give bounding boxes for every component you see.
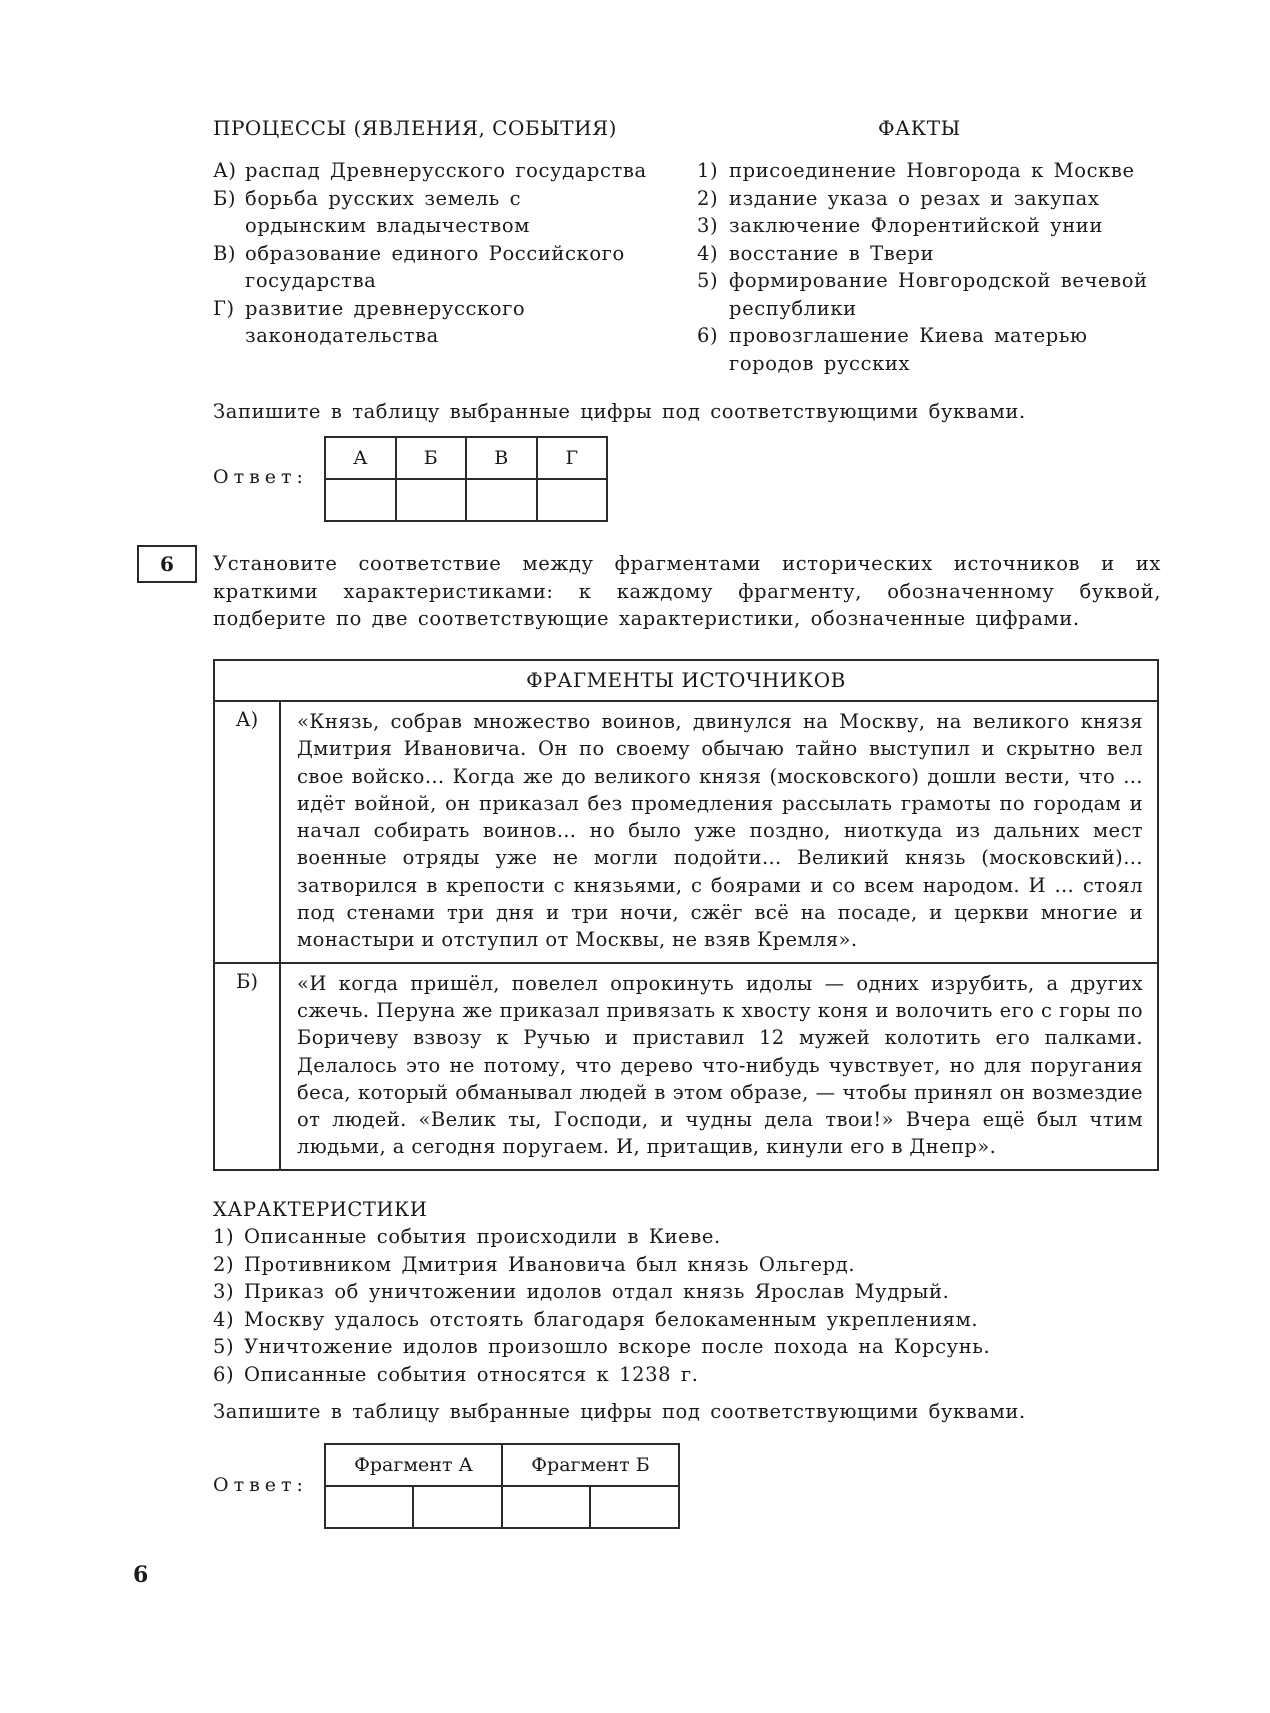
source-text: «И когда пришёл, повелел опрокинуть идолы — одних изрубить, а других сжечь. Перуна же приказал привязать к хвосту коня и волочить его с горы по Боричеву взвозу к Ручью и приставил 12 мужей колотить его палками. Делалось это не потому, что дерево что-нибудь чувствует, но для поругания беса, который обманывал людей в этом образе, — чтобы принял он возмездие от людей. «Велик ты, Господи, и чудны дела твои!» Вчера ещё был чтим людьми, а сегодня поругаем. И, притащив, кинули его в Днепр». xyxy=(297,971,1143,1159)
source-row xyxy=(215,702,1157,962)
source-text: «Князь, собрав множество воинов, двинулся на Москву, на великого князя Дмитрия Ивановича. Он по своему обычаю тайно выступил и скрытно вел свое войско… Когда же до великого князя (московского) дошли вести, что … идёт войной, он приказал без промедления рассылать грамоты по городам и начал собирать воинов… но было уже поздно, ниоткуда из дальних мест военные отряды уже не могли подойти… Великий князь (московский)… затворился в крепости с князьями, с боярами и со всем народом. И … стоял под стенами три дня и три ночи, сжёг всё на посаде, и церкви многие и монастыри и отступил от Москвы, не взяв Кремля». xyxy=(297,710,1143,952)
fact-item: 6) провозглашение Киева матерью городов русских xyxy=(697,324,1088,375)
sources-header: ФРАГМЕНТЫ ИСТОЧНИКОВ xyxy=(215,661,1157,702)
processes-list xyxy=(213,157,663,350)
characteristic-item: 2) Противником Дмитрия Ивановича был князь Ольгерд. xyxy=(213,1252,856,1276)
answer-cell[interactable] xyxy=(466,479,537,521)
task6-answer-table xyxy=(324,1443,680,1529)
facts-list xyxy=(697,157,1167,377)
task6-prompt: Установите соответствие между фрагментами исторических источников и их краткими характеристиками: к каждому фрагменту, обозначенному буквой, подберите по две соответствующие характеристики, обозначенные цифрами. xyxy=(213,552,1161,630)
fact-item: 3) заключение Флорентийской унии xyxy=(697,214,1103,237)
answer-cell[interactable] xyxy=(537,479,607,521)
answer-cell[interactable] xyxy=(590,1486,679,1528)
characteristic-item: 1) Описанные события происходили в Киеве. xyxy=(213,1225,721,1248)
source-label: А) xyxy=(215,702,281,962)
process-item: В) образование единого Российского государства xyxy=(213,241,625,292)
answer-column-header: Г xyxy=(537,437,607,479)
process-item: А) распад Древнерусского государства xyxy=(213,159,647,182)
task6-answer-label: Ответ: xyxy=(213,1474,308,1496)
characteristic-item: 4) Москву удалось отстоять благодаря белокаменным укреплениям. xyxy=(213,1307,979,1331)
process-item: Б) борьба русских земель с ордынским владычеством xyxy=(213,186,530,237)
answer-cell[interactable] xyxy=(502,1486,590,1528)
question-number: 6 xyxy=(137,545,197,583)
characteristic-item: 3) Приказ об уничтожении идолов отдал князь Ярослав Мудрый. xyxy=(213,1280,950,1303)
answer-column-header: А xyxy=(325,437,396,479)
source-row xyxy=(215,962,1157,1169)
answer-column-header: Б xyxy=(396,437,467,479)
task5-answer-label: Ответ: xyxy=(213,466,308,488)
answer-cell[interactable] xyxy=(325,479,396,521)
fact-item: 2) издание указа о резах и закупах xyxy=(697,186,1100,210)
answer-column-header: Фрагмент Б xyxy=(502,1444,679,1486)
answer-cell[interactable] xyxy=(396,479,467,521)
task6-instruction: Запишите в таблицу выбранные цифры под соответствующими буквами. xyxy=(213,1400,1026,1423)
characteristics-header: ХАРАКТЕРИСТИКИ xyxy=(213,1198,428,1221)
fact-item: 5) формирование Новгородской вечевой республики xyxy=(697,269,1148,320)
facts-header: ФАКТЫ xyxy=(878,116,961,140)
source-label: Б) xyxy=(215,964,281,1169)
characteristics-list xyxy=(213,1223,1113,1388)
answer-cell[interactable] xyxy=(325,1486,413,1528)
process-item: Г) развитие древнерусского законодательства xyxy=(213,296,526,347)
fact-item: 4) восстание в Твери xyxy=(697,241,935,265)
answer-column-header: В xyxy=(466,437,537,479)
task5-answer-table xyxy=(324,436,608,522)
processes-header: ПРОЦЕССЫ (ЯВЛЕНИЯ, СОБЫТИЯ) xyxy=(213,116,617,140)
page-number: 6 xyxy=(133,1562,149,1588)
characteristic-item: 5) Уничтожение идолов произошло вскоре после похода на Корсунь. xyxy=(213,1335,991,1358)
fact-item: 1) присоединение Новгорода к Москве xyxy=(697,159,1135,182)
answer-cell[interactable] xyxy=(413,1486,502,1528)
sources-table xyxy=(213,659,1159,1171)
task5-instruction: Запишите в таблицу выбранные цифры под соответствующими буквами. xyxy=(213,400,1026,423)
answer-column-header: Фрагмент А xyxy=(325,1444,502,1486)
characteristic-item: 6) Описанные события относятся к 1238 г. xyxy=(213,1362,699,1386)
